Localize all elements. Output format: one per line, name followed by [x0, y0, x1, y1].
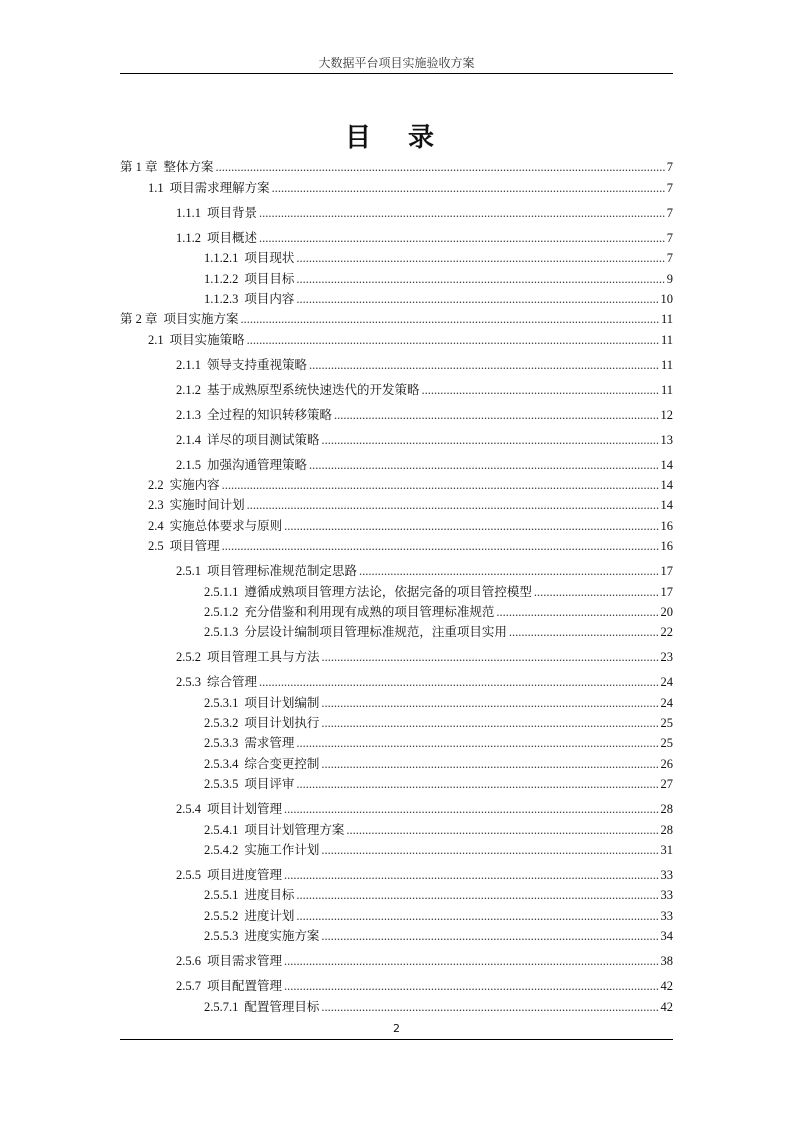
toc-entry[interactable] [120, 225, 673, 245]
toc-entry-title: 项目现状 [244, 251, 295, 266]
toc-entry-number: 第 1 章 [120, 160, 158, 175]
toc-entry-page: 23 [660, 650, 673, 665]
toc-entry-page: 26 [660, 756, 673, 771]
dot-leader [222, 538, 659, 554]
dot-leader [359, 563, 658, 579]
toc-entry-number: 1.1.2 [176, 230, 201, 245]
toc-entry[interactable] [120, 883, 673, 903]
toc-entry-number: 2.1.3 [176, 407, 201, 422]
dot-leader [534, 584, 659, 600]
toc-entry-page: 38 [660, 954, 673, 969]
dot-leader [247, 497, 659, 513]
toc-entry[interactable] [120, 246, 673, 266]
toc-entry-page: 11 [660, 332, 673, 347]
toc-entry-page: 22 [660, 625, 673, 640]
dot-leader [309, 457, 658, 473]
toc-entry-number: 2.5.4 [176, 802, 201, 817]
toc-entry[interactable] [120, 645, 673, 665]
toc-entry-title: 项目管理工具与方法 [207, 650, 320, 665]
dot-leader [216, 159, 665, 175]
toc-entry[interactable] [120, 690, 673, 710]
toc-entry-number: 2.5 [148, 539, 164, 554]
dot-leader [322, 432, 659, 448]
toc-entry[interactable] [120, 352, 673, 372]
toc-entry-page: 9 [666, 271, 673, 286]
toc-entry[interactable] [120, 377, 673, 397]
toc-entry-title: 领导支持重视策略 [207, 357, 308, 372]
toc-entry[interactable] [120, 924, 673, 944]
toc-entry-title: 基于成熟原型系统快速迭代的开发策略 [207, 382, 420, 397]
toc-entry[interactable] [120, 534, 673, 554]
dot-leader [346, 822, 658, 838]
dot-leader [509, 624, 659, 640]
toc-entry[interactable] [120, 579, 673, 599]
toc-entry[interactable] [120, 402, 673, 422]
toc-entry-title: 实施时间计划 [169, 498, 245, 513]
toc-entry-title: 综合管理 [207, 675, 258, 690]
toc-entry-title: 详尽的项目测试策略 [207, 432, 320, 447]
toc-entry-number: 2.2 [148, 478, 164, 493]
toc-entry-number: 2.5.5.3 [204, 929, 239, 944]
toc-entry-number: 2.5.1.3 [204, 625, 239, 640]
toc-entry-number: 2.5.6 [176, 954, 201, 969]
toc-entry-page: 24 [660, 695, 673, 710]
toc-entry[interactable] [120, 670, 673, 690]
footer-rule [120, 1039, 673, 1040]
toc-entry-number: 2.5.1 [176, 564, 201, 579]
toc-entry[interactable] [120, 600, 673, 620]
toc-entry-number: 2.5.3.1 [204, 695, 239, 710]
toc-entry-number: 第 2 章 [120, 312, 158, 327]
toc-entry-title: 充分借鉴和利用现有成熟的项目管理标准规范 [244, 604, 495, 619]
toc-entry-number: 1.1.2.3 [204, 291, 239, 306]
toc-entry-number: 1.1.2.2 [204, 271, 239, 286]
toc-entry-title: 项目实施方案 [163, 312, 239, 327]
toc-entry-page: 16 [660, 539, 673, 554]
toc-entry-title: 项目计划执行 [244, 716, 320, 731]
toc-entry-title: 项目需求理解方案 [169, 180, 270, 195]
toc-entry-page: 24 [660, 675, 673, 690]
toc-entry-page: 7 [666, 180, 673, 195]
toc-entry-page: 12 [660, 407, 673, 422]
toc-entry-title: 实施总体要求与原则 [169, 518, 283, 533]
dot-leader [259, 230, 665, 246]
dot-leader [321, 715, 658, 731]
toc-entry[interactable] [120, 863, 673, 883]
toc-entry[interactable] [120, 287, 673, 307]
toc-entry[interactable] [120, 620, 673, 640]
toc-entry[interactable] [120, 772, 673, 792]
toc-entry-number: 2.5.7.1 [204, 999, 239, 1014]
toc-entry-page: 7 [666, 160, 673, 175]
toc-entry-number: 2.5.3.5 [204, 777, 239, 792]
dot-leader [296, 776, 658, 792]
toc-entry[interactable] [120, 493, 673, 513]
toc-entry-title: 项目实施策略 [169, 332, 245, 347]
toc-entry-number: 2.5.1.2 [204, 604, 239, 619]
toc-entry-page: 11 [660, 312, 673, 327]
toc-entry-page: 16 [660, 518, 673, 533]
dot-leader [296, 908, 658, 924]
toc-entry[interactable] [120, 473, 673, 493]
toc-entry[interactable] [120, 155, 673, 175]
dot-leader [241, 311, 659, 327]
toc-entry-page: 14 [660, 498, 673, 513]
toc-entry-title: 实施内容 [169, 478, 220, 493]
toc-entry-page: 14 [660, 457, 673, 472]
dot-leader [296, 250, 664, 266]
dot-leader [422, 382, 659, 398]
toc-entry-title: 项目评审 [244, 777, 295, 792]
toc-entry-page: 28 [660, 822, 673, 837]
dot-leader [321, 756, 658, 772]
table-of-contents [120, 155, 673, 1015]
toc-entry-title: 项目计划管理 [207, 802, 283, 817]
toc-entry-page: 7 [666, 251, 673, 266]
toc-entry-title: 全过程的知识转移策略 [207, 407, 333, 422]
toc-entry-page: 17 [660, 564, 673, 579]
toc-entry-number: 2.1.4 [176, 432, 201, 447]
toc-entry-title: 项目目标 [244, 271, 295, 286]
toc-entry-page: 34 [660, 929, 673, 944]
dot-leader [272, 180, 665, 196]
toc-entry-number: 2.5.7 [176, 979, 201, 994]
toc-entry-number: 2.5.4.1 [204, 822, 239, 837]
toc-entry[interactable] [120, 175, 673, 195]
toc-entry-page: 25 [660, 716, 673, 731]
toc-title: 目 录 [344, 123, 449, 153]
toc-entry-page: 10 [660, 291, 673, 306]
dot-leader [321, 842, 658, 858]
toc-entry-number: 2.5.5.2 [204, 908, 239, 923]
toc-entry-page: 7 [666, 205, 673, 220]
toc-entry-title: 进度计划 [244, 908, 295, 923]
toc-entry-title: 分层设计编制项目管理标准规范，注重项目实用 [244, 625, 507, 640]
toc-entry-number: 2.1.2 [176, 382, 201, 397]
dot-leader [334, 407, 658, 423]
toc-entry-page: 27 [660, 777, 673, 792]
dot-leader [321, 695, 658, 711]
toc-entry[interactable] [120, 994, 673, 1014]
toc-entry-number: 2.5.5 [176, 868, 201, 883]
toc-entry-title: 项目需求管理 [207, 954, 283, 969]
toc-entry-number: 2.4 [148, 518, 164, 533]
toc-entry-page: 7 [666, 230, 673, 245]
toc-entry-number: 2.1.1 [176, 357, 201, 372]
toc-entry-number: 2.5.2 [176, 650, 201, 665]
header-rule [120, 73, 673, 74]
toc-entry-page: 42 [660, 999, 673, 1014]
toc-entry-title: 综合变更控制 [244, 756, 320, 771]
dot-leader [321, 999, 658, 1015]
toc-entry[interactable] [120, 266, 673, 286]
page-number: 2 [393, 1022, 400, 1035]
toc-entry-number: 2.5.3 [176, 675, 201, 690]
toc-entry-title: 实施工作计划 [244, 843, 320, 858]
toc-entry-title: 需求管理 [244, 736, 295, 751]
toc-entry-title: 进度实施方案 [244, 929, 320, 944]
toc-entry-number: 2.5.4.2 [204, 843, 239, 858]
toc-entry-title: 项目管理 [169, 539, 220, 554]
dot-leader [309, 357, 659, 373]
toc-entry-page: 33 [660, 868, 673, 883]
toc-entry-title: 项目管理标准规范制定思路 [207, 564, 358, 579]
dot-leader [296, 735, 658, 751]
toc-entry-page: 25 [660, 736, 673, 751]
toc-entry-number: 2.5.3.2 [204, 716, 239, 731]
toc-entry-number: 2.5.5.1 [204, 888, 239, 903]
dot-leader [296, 887, 658, 903]
toc-entry-number: 1.1 [148, 180, 164, 195]
toc-entry-page: 28 [660, 802, 673, 817]
toc-entry-number: 1.1.2.1 [204, 251, 239, 266]
toc-entry[interactable] [120, 427, 673, 447]
dot-leader [259, 674, 658, 690]
toc-entry[interactable] [120, 559, 673, 579]
toc-entry[interactable] [120, 797, 673, 817]
toc-entry-page: 33 [660, 908, 673, 923]
toc-entry-number: 1.1.1 [176, 205, 201, 220]
toc-entry-number: 2.5.3.3 [204, 736, 239, 751]
toc-entry[interactable] [120, 711, 673, 731]
toc-entry-title: 项目背景 [207, 205, 258, 220]
toc-entry-page: 31 [660, 843, 673, 858]
toc-entry-title: 项目进度管理 [207, 868, 283, 883]
toc-entry-title: 项目概述 [207, 230, 258, 245]
toc-entry-page: 14 [660, 478, 673, 493]
toc-entry[interactable] [120, 903, 673, 923]
toc-entry[interactable] [120, 452, 673, 472]
dot-leader [284, 518, 658, 534]
toc-entry[interactable] [120, 513, 673, 533]
dot-leader [322, 649, 659, 665]
dot-leader [284, 953, 658, 969]
toc-entry[interactable] [120, 731, 673, 751]
toc-entry-number: 2.1 [148, 332, 164, 347]
toc-entry-number: 2.3 [148, 498, 164, 513]
dot-leader [247, 332, 659, 348]
dot-leader [296, 291, 658, 307]
toc-entry-title: 项目内容 [244, 291, 295, 306]
dot-leader [284, 867, 658, 883]
toc-entry[interactable] [120, 200, 673, 220]
toc-entry-title: 加强沟通管理策略 [207, 457, 308, 472]
toc-entry[interactable] [120, 838, 673, 858]
toc-entry-page: 42 [660, 979, 673, 994]
dot-leader [284, 801, 658, 817]
toc-entry-page: 11 [660, 357, 673, 372]
toc-entry-title: 配置管理目标 [244, 999, 320, 1014]
toc-entry-page: 20 [660, 604, 673, 619]
toc-entry-page: 13 [660, 432, 673, 447]
toc-entry-title: 整体方案 [163, 160, 214, 175]
dot-leader [259, 205, 665, 221]
toc-entry-title: 项目计划管理方案 [244, 822, 345, 837]
toc-entry[interactable] [120, 307, 673, 327]
toc-entry[interactable] [120, 817, 673, 837]
dot-leader [222, 477, 659, 493]
toc-entry-number: 2.5.3.4 [204, 756, 239, 771]
dot-leader [496, 604, 658, 620]
toc-entry-number: 2.5.1.1 [204, 584, 239, 599]
toc-entry-page: 17 [660, 584, 673, 599]
dot-leader [296, 271, 664, 287]
toc-entry[interactable] [120, 751, 673, 771]
toc-entry[interactable] [120, 974, 673, 994]
toc-entry-page: 11 [660, 382, 673, 397]
toc-entry-number: 2.1.5 [176, 457, 201, 472]
running-header: 大数据平台项目实施验收方案 [318, 56, 475, 70]
dot-leader [284, 978, 658, 994]
dot-leader [321, 928, 658, 944]
toc-entry[interactable] [120, 327, 673, 347]
toc-entry-title: 进度目标 [244, 888, 295, 903]
toc-entry-page: 33 [660, 888, 673, 903]
toc-entry-title: 遵循成熟项目管理方法论，依据完备的项目管控模型 [244, 584, 532, 599]
toc-entry-title: 项目计划编制 [244, 695, 320, 710]
toc-entry[interactable] [120, 949, 673, 969]
toc-entry-title: 项目配置管理 [207, 979, 283, 994]
